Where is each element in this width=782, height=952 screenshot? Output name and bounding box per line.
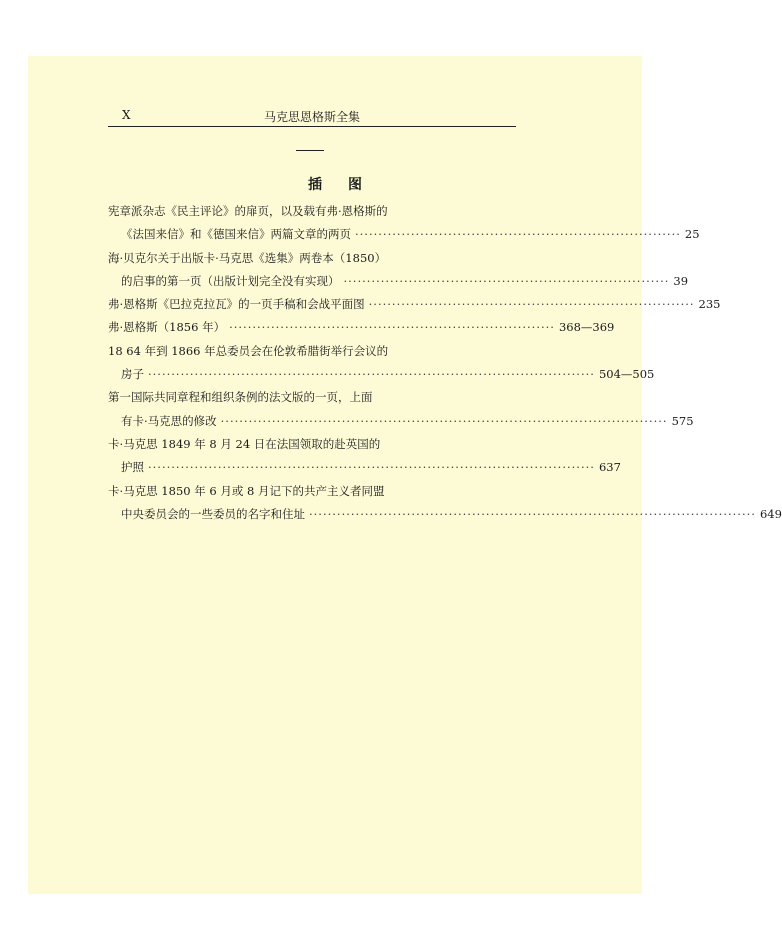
leader-dots: ································································································	[148, 367, 595, 382]
leader-dots: ································································································	[148, 460, 595, 475]
leader-dots: ······································································	[343, 273, 670, 288]
list-item	[108, 340, 516, 363]
list-item	[108, 433, 516, 456]
running-header	[108, 106, 516, 127]
section-title-char-1: 插	[308, 177, 322, 193]
list-item-continued	[108, 223, 700, 246]
list-item	[108, 316, 615, 339]
entry-page: 368—369	[558, 320, 615, 335]
entry-text: 第一国际共同章程和组织条例的法文版的一页，上面	[108, 390, 373, 405]
entry-text: 的启事的第一页（出版计划完全没有实现）	[121, 273, 340, 288]
entry-page: 25	[684, 227, 700, 242]
entry-text: 护照	[121, 460, 144, 475]
entry-page: 575	[671, 413, 694, 428]
entry-text: 18 64 年到 1866 年总委员会在伦敦希腊街举行会议的	[108, 343, 389, 358]
leader-dots: ································································································	[220, 413, 668, 428]
section-title	[0, 174, 670, 194]
entry-page: 235	[698, 297, 721, 312]
entry-text: 有卡·马克思的修改	[121, 413, 217, 428]
leader-dots: ······································································	[368, 297, 695, 312]
list-item-continued	[108, 456, 621, 479]
entry-page: 39	[673, 273, 689, 288]
list-item	[108, 480, 516, 503]
section-title-char-2: 图	[348, 177, 362, 193]
list-item	[108, 293, 721, 316]
entry-text: 卡·马克思 1849 年 8 月 24 日在法国领取的赴英国的	[108, 436, 381, 451]
illustrations-list	[108, 200, 782, 526]
entry-text: 房子	[121, 367, 144, 382]
leader-dots: ······································································	[355, 227, 681, 242]
leader-dots: ································································································	[309, 506, 756, 521]
section-divider	[296, 150, 324, 151]
page-number: X	[122, 108, 131, 122]
list-item-continued	[108, 363, 655, 386]
list-item	[108, 386, 516, 409]
list-item-continued	[108, 270, 689, 293]
leader-dots: ······································································	[229, 320, 555, 335]
entry-text: 弗·恩格斯（1856 年）	[108, 320, 226, 335]
entry-text: 宪章派杂志《民主评论》的扉页，以及载有弗·恩格斯的	[108, 204, 388, 218]
entry-text: 弗·恩格斯《巴拉克拉瓦》的一页手稿和会战平面图	[108, 297, 365, 312]
entry-page: 637	[598, 460, 621, 475]
list-item	[108, 200, 516, 223]
entry-text: 卡·马克思 1850 年 6 月或 8 月记下的共产主义者同盟	[108, 483, 385, 498]
entry-text: 海·贝克尔关于出版卡·马克思《选集》两卷本（1850）	[108, 250, 387, 265]
entry-text: 中央委员会的一些委员的名字和住址	[121, 506, 305, 521]
entry-text: 《法国来信》和《德国来信》两篇文章的两页	[121, 227, 351, 242]
list-item-continued	[108, 410, 694, 433]
entry-page: 504—505	[598, 367, 655, 382]
entry-page: 649	[759, 506, 782, 521]
list-item-continued	[108, 503, 782, 526]
book-title: 马克思恩格斯全集	[263, 110, 360, 124]
list-item	[108, 247, 516, 270]
